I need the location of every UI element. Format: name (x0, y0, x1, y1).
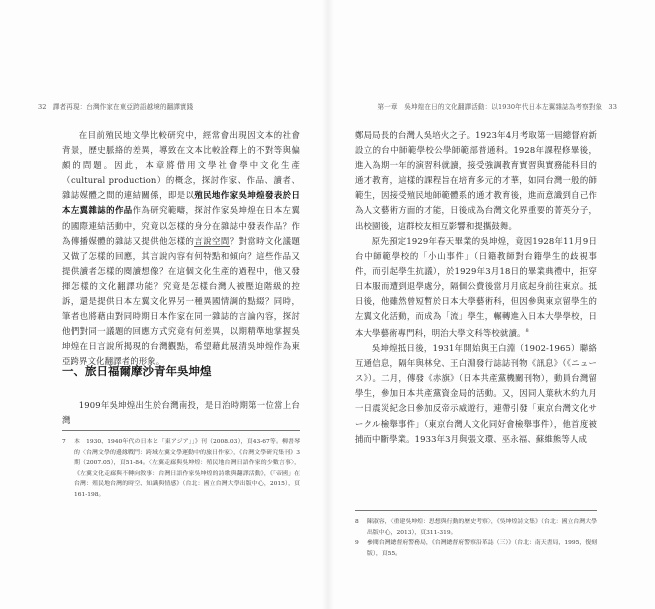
left-paragraph-1 (62, 128, 300, 370)
left-running-header (34, 101, 193, 111)
footnote-text: 陳淑容，〈重建吳坤煌：思想與行動的歷史考察〉，《吳坤煌詩文集》（台北：國立台灣大學出版中心，2013），頁311-319。 (367, 519, 597, 536)
footnote-text: 本 1930、1940年代の日本と「東アジア」」》刊（2008.03），頁43-67等。柳書琴的〈台灣文學的邊緣戰鬥：跨域左翼文學運動中的旅日作家〉，《台灣文學研究集刊》3期（2007.05），頁51-84。〈左翼走廊與吳坤煌：殖民地台灣日語作家的少數言事〉，《左翼文化走廊與不轉向敘事：台灣日語作家吳坤煌的詩歌與翻譯活動》，《「帝國」在台灣：殖民地台灣的時空、知識與情感》（台北：國立台灣大學出版中心，2015），頁161-198。 (74, 439, 300, 498)
footnote-marker: 9 (355, 540, 359, 547)
left-paragraph-1-underlined-phrase: 言說空間 (194, 235, 230, 246)
right-page-number: 33 (608, 103, 617, 111)
footnote-text: 參閱台灣總督府警務局，《台灣總督府警察沿革誌（三）》（台北：南天書局，1995，復刻版），頁55。 (367, 540, 597, 557)
left-page-number: 32 (38, 103, 47, 111)
left-paragraph-2: 1909年吳坤煌出生於台灣南投，是日治時期第一位當上台灣 (62, 400, 300, 426)
footnote (62, 437, 300, 501)
left-paragraph-1-part-a: 在目前殖民地文學比較研究中，經常會出現因文本的社會背景，歷史脈絡的差異，導致在文本比較詮釋上的不對等與偏頗的問題。因此，本章將借用文學社會學中文化生產（cultural production）的概念，探討作家、作品、讀者、雜誌媒體之間的連結關係，即是以 (62, 130, 300, 201)
right-footnote-rule (355, 510, 597, 511)
section-heading (62, 363, 300, 379)
right-paragraph-3: 吳坤煌抵日後，1931年開始與王白淵（1902-1965）聯絡互通信息，隔年與林兌、王白淵發行誌誌刊物《訊息》（《ニュース》）。二月，傳發《赤旗》（日本共產黨機關刊物），動員台灣留學生，參加日本共產黨資金局的活動。又，因同人葉秋木約九月一日震災紀念日參加反帝示威遊行，連帶引發「東京台灣文化サークル檢舉事件」（東京台灣人文化同好會檢舉事件），他首度被捕而中斷學業。1933年3月與張文環、巫永福、蘇維熊等人成 (355, 343, 597, 444)
right-footnotes (355, 517, 597, 559)
left-footnotes (62, 437, 300, 501)
right-running-head-title: 第一章 吳坤煌在日的文化翻譯活動：以1930年代日本左翼雜誌為考察對象 (377, 103, 603, 111)
left-running-head-title: 譯者再現：台灣作家在東亞跨語越境的翻譯實踐 (52, 103, 194, 111)
footnote (355, 538, 597, 559)
right-page (328, 0, 655, 609)
left-page (0, 0, 327, 609)
right-paragraph-2-text: 原先預定1929年春天畢業的吳坤煌，竟因1928年11月9日台中師範學校的「小山事件」（日籍教師對台籍學生的歧視事件，而引起學生抗議），於1929年3月18日的畢業典禮中，拒穿日本服而遭到退學處分，隔個公費後當月月底起身前往東京。抵日後，他雖然曾短暫於日本大學藝術科，但因參與東京留學生的左翼文化活動，而成為「流」學生，輾轉進入日本大學學校，日本大學藝術專門科，明治大學文科等校就讀。 (355, 235, 597, 339)
right-body-text (355, 128, 597, 447)
footnote-marker: 8 (355, 519, 359, 525)
section-heading-text: 一、旅日福爾摩沙青年吳坤煌 (62, 364, 212, 378)
left-paragraph-1-part-c: ？對當時文化議題又做了怎樣的回應，其言說內容有何特點和傾向？這些作品又提供讀者怎樣的閱讀想像？在這個文化生產的過程中，他又發揮怎樣的文化翻譯功能？究竟是怎樣台灣人被壓迫階級的控訴，還是提供日本左翼文化界另一種異國情調的點綴？同時，筆者也將藉由對同時期日本作家在同一雜誌的言論內容，探討他們對同一議題的回應方式究竟有何差異，以期精準地掌握吳坤煌在日言說所揭現的台灣觀點，希望藉此展清吳坤煌作為東亞跨界文化翻譯者的形象。 (62, 235, 301, 367)
left-body-text (62, 128, 300, 370)
right-running-header (378, 101, 621, 111)
left-paragraph-1-part-b: 作為研究範疇，探討作家吳坤煌在日本左翼的國際連結活動中，究竟以怎樣的身分在雜誌中發表作品？作為傳播媒體的雜誌又提供他怎樣的 (62, 205, 300, 246)
note-reference: 8 (525, 328, 529, 335)
right-paragraph-1: 鄭局局長的台灣人吳培火之子。1923年4月考取第一屆總督府新設立的台中師範學校公學師範部普通科。1928年課程修畢後，進入為期一年的演習科就讀，接受強調教育實習與實務能科目的通才教育，這樣的課程旨在培育多元的才華，如同台灣一般的師範生，因接受殖民地師範體系的通才教育後，進而意識到自己作為人文藝術方面的才能，日後成為台灣文化界重要的菁英分子，出校園後，這群校友相互影響和提攜鼓舞。 (355, 130, 597, 231)
right-paragraph-2 (355, 234, 597, 341)
footnote (355, 517, 597, 538)
footnote-marker: 7 (62, 439, 66, 445)
left-footnote-rule (62, 430, 300, 431)
left-paragraph-1-bold-phrase: 殖民地作家吳坤煌發表於日本左翼雜誌的作品 (62, 190, 300, 216)
left-body-text-2 (62, 398, 300, 428)
